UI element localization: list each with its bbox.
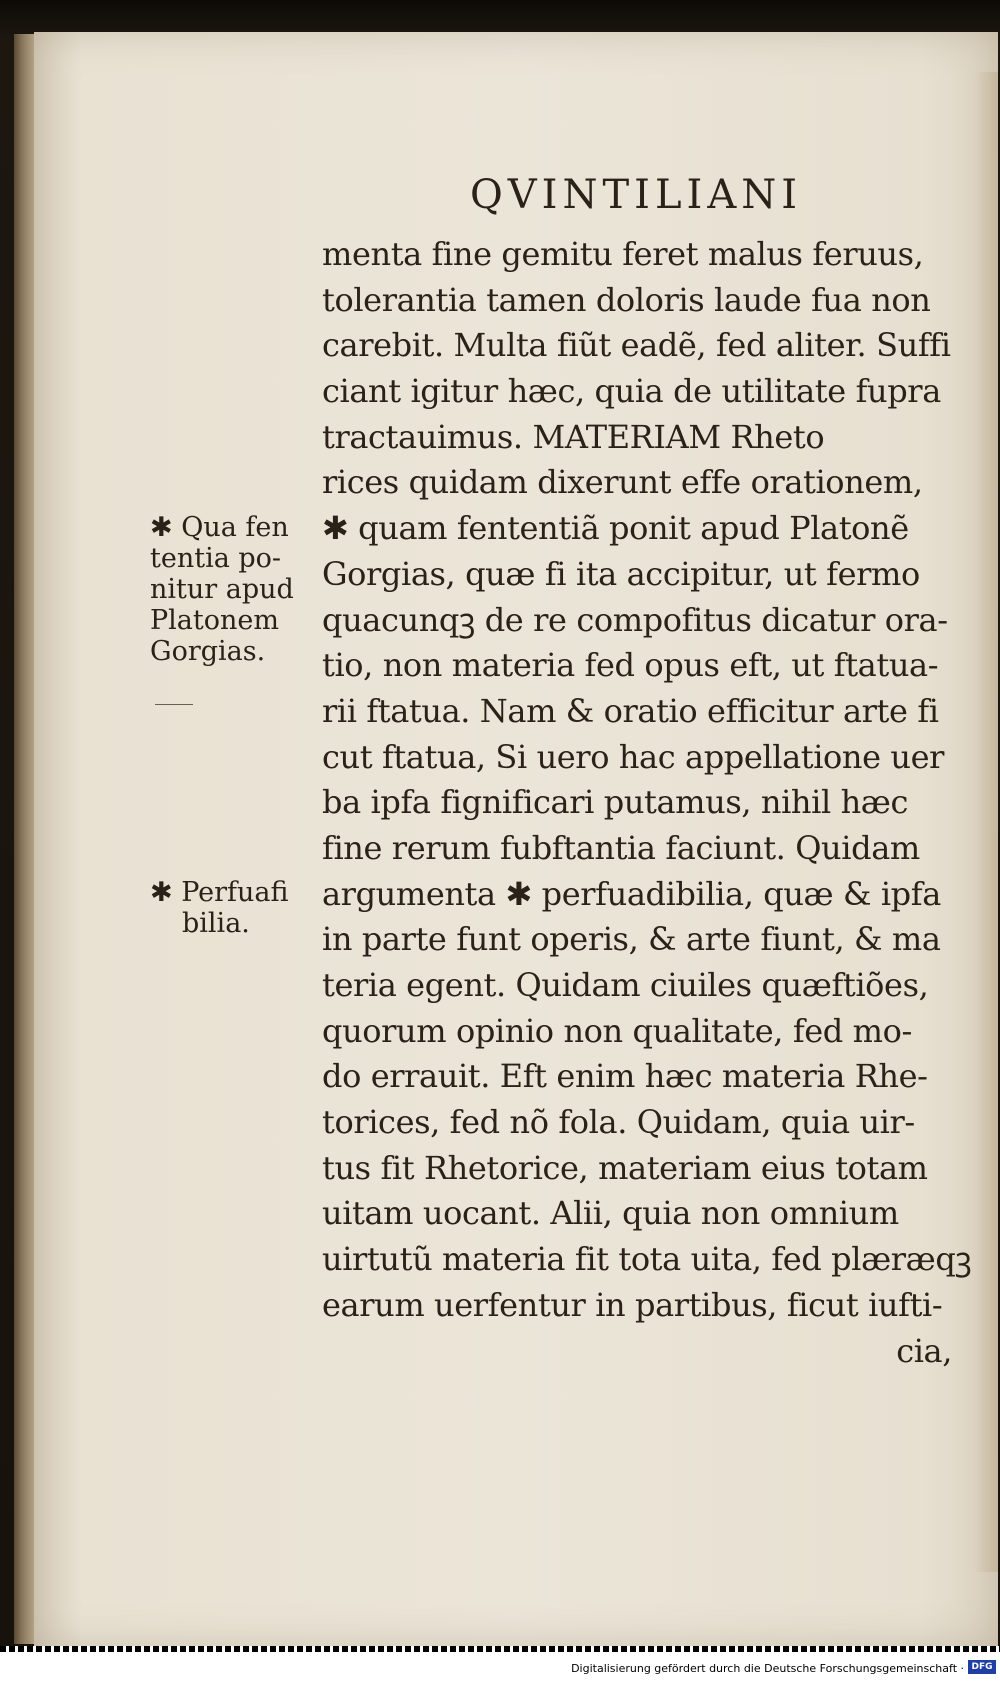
text-line: Gorgias, quæ fi ita accipitur, ut fermo [322,554,920,593]
text-line: ✱ quam fententiã ponit apud Platonẽ [322,509,909,548]
text-line: tolerantia tamen doloris laude fua non [322,280,931,319]
text-line: quorum opinio non qualitate, fed mo- [322,1011,912,1050]
marginal-note-line: ✱ Perfuafi [150,877,289,908]
text-line: in parte funt operis, & arte fiunt, & ma [322,920,941,959]
digitization-credit: Digitalisierung gefördert durch die Deutsche Forschungsgemeinschaft · [571,1662,964,1675]
text-line: tractauimus. MATERIAM Rheto [322,417,825,456]
text-line: ba ipfa fignificari putamus, nihil hæc [322,783,908,822]
marginal-note-persuasibilia [150,877,320,939]
text-line: quacunqꝫ de re compofitus dicatur ora- [322,600,948,639]
text-line: rii ftatua. Nam & oratio efficitur arte fi [322,691,939,730]
text-line: argumenta ✱ perfuadibilia, quæ & ipfa [322,874,941,913]
text-line: tio, non materia fed opus eft, ut ftatua- [322,646,939,685]
marginal-rule [155,704,193,705]
text-line: carebit. Multa fiũt eadẽ, fed aliter. Suffi [322,326,951,365]
marginal-note-line: Gorgias. [150,636,266,667]
marginal-note-line: ✱ Qua fen [150,512,289,543]
text-line: uitam uocant. Alii, quia non omnium [322,1194,899,1233]
marginal-note-line: bilia. [182,908,250,939]
marginal-note-line: Platonem [150,605,279,636]
marginal-note-line: nitur apud [150,574,294,605]
text-line: fine rerum fubftantia faciunt. Quidam [322,828,920,867]
text-line: ciant igitur hæc, quia de utilitate fupra [322,372,941,411]
page-edge [14,34,36,1644]
text-line: torices, fed nõ fola. Quidam, quia uir- [322,1103,915,1142]
text-line: menta fine gemitu feret malus feruus, [322,235,924,273]
running-title: QVINTILIANI [470,172,803,218]
marginal-note-gorgias [150,512,320,667]
text-line: uirtutũ materia fit tota uita, fed plæræqꝫ [322,1240,972,1279]
page-stain [974,72,998,1572]
text-line: cut ftatua, Si uero hac appellatione uer [322,737,945,776]
text-line: rices quidam dixerunt effe orationem, [322,463,923,502]
catchword: cia, [896,1331,952,1370]
text-line: tus fit Rhetorice, materiam eius totam [322,1148,928,1187]
text-line: teria egent. Quidam ciuiles quæftiões, [322,966,929,1004]
text-line: earum uerfentur in partibus, ficut iufti- [322,1285,943,1324]
body-text [322,232,972,1374]
text-line: do errauit. Eft enim hæc materia Rhe- [322,1057,928,1096]
dfg-logo: DFG [968,1660,996,1674]
marginal-note-line: tentia po- [150,543,282,574]
